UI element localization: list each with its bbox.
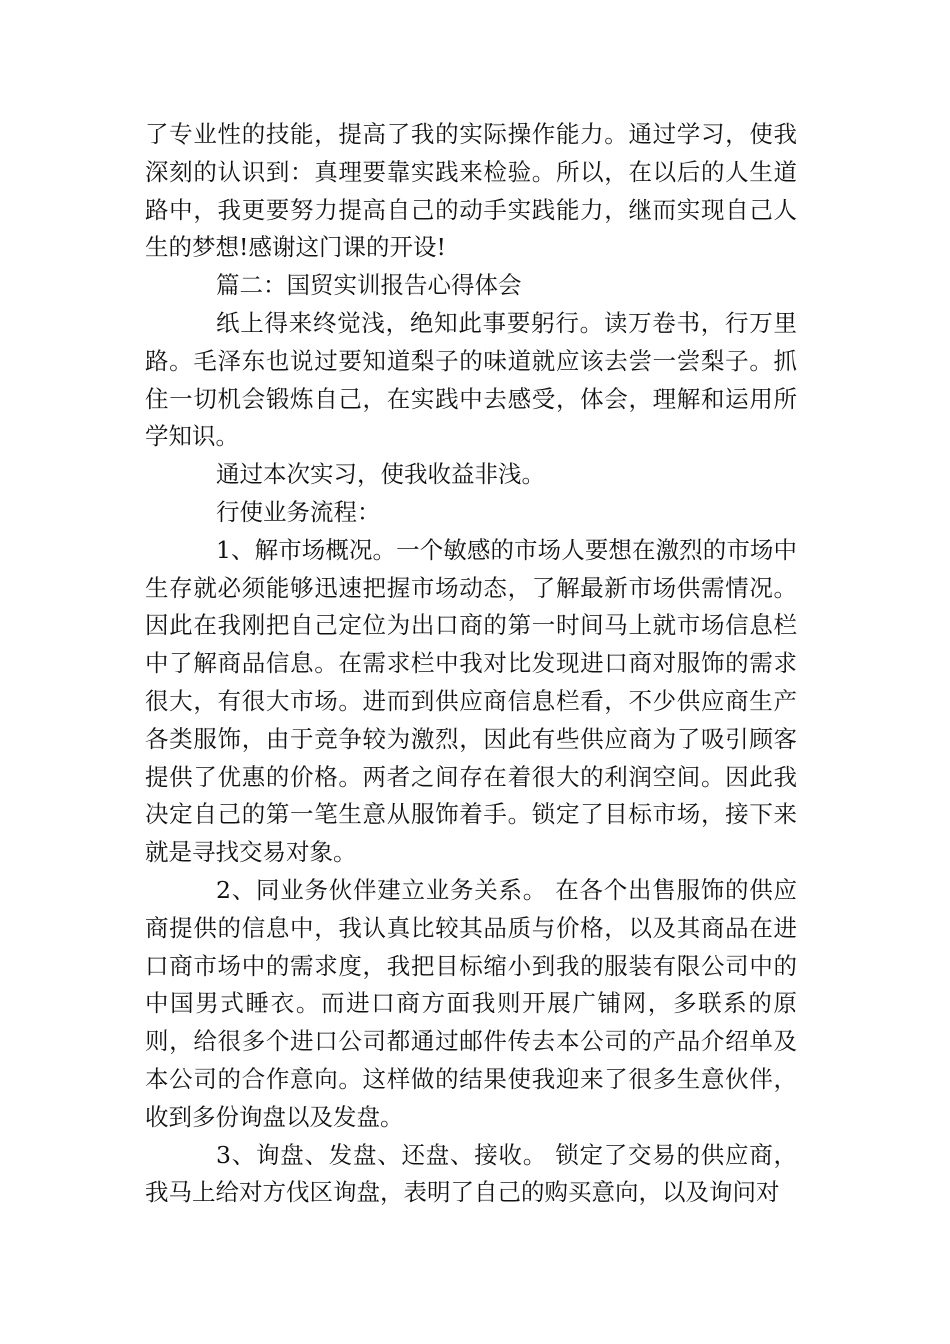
paragraph-process-heading: 行使业务流程： (216, 497, 381, 526)
paragraph-continuation: 了专业性的技能，提高了我的实际操作能力。通过学习，使我深刻的认识到：真理要靠实践来检验。所以，在以后的人生道路中，我更要努力提高自己的动手实践能力，继而实现自己人生的梦想!感谢这门课的开设! (145, 120, 797, 262)
paragraph-step-3: 3、询盘、发盘、还盘、接收。 锁定了交易的供应商，我马上给对方伐区询盘，表明了自己的购买意向，以及询问对 (145, 1140, 797, 1207)
paragraph-intro: 纸上得来终觉浅，绝知此事要躬行。读万卷书，行万里路。毛泽东也说过要知道梨子的味道就应该去尝一尝梨子。抓住一切机会锻炼自己，在实践中去感受，体会，理解和运用所学知识。 (145, 308, 797, 451)
paragraph-summary: 通过本次实习，使我收益非浅。 (216, 460, 545, 489)
document-body (145, 116, 797, 1212)
paragraph-step-1: 1、解市场概况。一个敏感的市场人要想在激烈的市场中生存就必须能够迅速把握市场动态，了解最新市场供需情况。因此在我刚把自己定位为出口商的第一时间马上就市场信息栏中了解商品信息。在需求栏中我对比发现进口商对服饰的需求很大，有很大市场。进而到供应商信息栏看，不少供应商生产各类服饰，由于竞争较为激烈，因此有些供应商为了吸引顾客提供了优惠的价格。两者之间存在着很大的利润空间。因此我决定自己的第一笔生意从服饰着手。锁定了目标市场，接下来就是寻找交易对象。 (145, 535, 797, 867)
paragraph-step-2: 2、同业务伙伴建立业务关系。 在各个出售服饰的供应商提供的信息中，我认真比较其品质与价格，以及其商品在进口商市场中的需求度，我把目标缩小到我的服装有限公司中的中国男式睡衣。而进口商方面我则开展广铺网，多联系的原则，给很多个进口公司都通过邮件传去本公司的产品介绍单及本公司的合作意向。这样做的结果使我迎来了很多生意伙伴，收到多份询盘以及发盘。 (145, 875, 797, 1131)
section-heading: 篇二：国贸实训报告心得体会 (216, 271, 522, 300)
